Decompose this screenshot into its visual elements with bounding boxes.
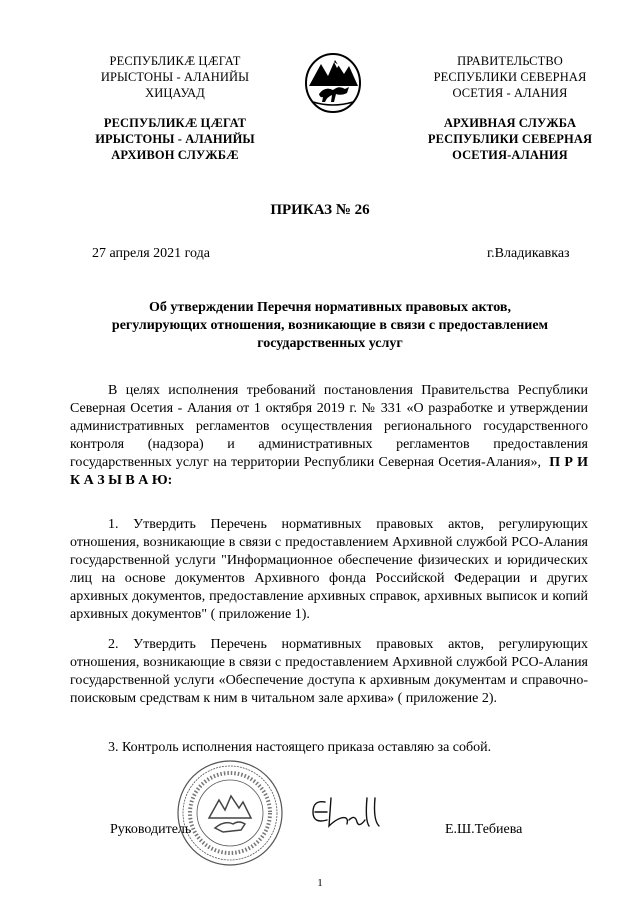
item-text: 2. Утвердить Перечень нормативных правовых актов, регулирующих отношения, возникающие в связи с предоставлением Архивной службой РСО-Алания государственной услуги «Обеспечение доступа к архивным документам и справочно-поисковым средствам к ним в читальном зале архива» ( приложение 2). <box>70 637 588 706</box>
header-right-bold-line: ОСЕТИЯ-АЛАНИЯ <box>452 148 568 162</box>
order-title: ПРИКАЗ № 26 <box>270 202 370 218</box>
header-left-line: ХИЦАУАД <box>145 86 205 100</box>
order-date: 27 апреля 2021 года <box>92 246 210 261</box>
order-item-1 <box>70 516 588 624</box>
header-right <box>405 53 615 163</box>
header-right-line: ПРАВИТЕЛЬСТВО <box>457 54 563 68</box>
header-left-line: РЕСПУБЛИКӔ ЦӔГАТ <box>109 54 241 68</box>
order-item-2 <box>70 636 588 708</box>
order-subject <box>60 299 600 353</box>
item-text: 3. Контроль исполнения настоящего приказа оставляю за собой. <box>108 740 492 755</box>
header-left <box>75 53 275 163</box>
handwritten-signature <box>305 790 385 840</box>
subject-line: государственных услуг <box>257 336 403 351</box>
coat-of-arms-emblem <box>303 52 363 114</box>
header-right-bold-line: РЕСПУБЛИКИ СЕВЕРНАЯ <box>427 132 593 146</box>
order-item-3 <box>70 739 588 757</box>
preamble-paragraph <box>70 382 588 490</box>
official-seal <box>175 758 285 868</box>
header-left-bold-line: РЕСПУБЛИКӔ ЦӔГАТ <box>103 116 247 130</box>
header-right-line: РЕСПУБЛИКИ СЕВЕРНАЯ <box>433 70 587 84</box>
signatory-name: Е.Ш.Тебиева <box>445 822 523 837</box>
preamble-text: В целях исполнения требований постановления Правительства Республики Северная Осетия - Алания от 1 октября 2019 г. № 331 «О разработке и утверждении административных регламентов осуществления регионального государственного контроля (надзора) и административных регламентов предоставления государственных услуг на территории Республики Северная Осетия-Алания», <box>70 383 588 470</box>
header-right-bold-line: АРХИВНАЯ СЛУЖБА <box>443 116 577 130</box>
order-city: г.Владикавказ <box>487 246 570 261</box>
subject-line: регулирующих отношения, возникающие в связи с предоставлением <box>111 318 549 333</box>
order-word: П Р И К А З Ы В А Ю: <box>70 455 588 488</box>
page-number: 1 <box>317 877 323 889</box>
header-left-bold-line: ИРЫСТОНЫ - АЛАНИЙЫ <box>95 132 255 146</box>
header-left-line: ИРЫСТОНЫ - АЛАНИЙЫ <box>100 70 250 84</box>
header-right-line: ОСЕТИЯ - АЛАНИЯ <box>452 86 568 100</box>
header-left-bold-line: АРХИВОН СЛУЖБӔ <box>111 148 239 162</box>
subject-line: Об утверждении Перечня нормативных правовых актов, <box>149 300 511 315</box>
item-text: 1. Утвердить Перечень нормативных правовых актов, регулирующих отношения, возникающие в связи с предоставлением Архивной службой РСО-Алания государственной услуги "Информационное обеспечение физических и юридических лиц на основе документов Архивного фонда Российской Федерации и других архивных документов, предоставление архивных справок, архивных выписок и копий архивных документов" ( приложение 1). <box>70 517 588 622</box>
signatory-position: Руководитель <box>110 822 192 837</box>
